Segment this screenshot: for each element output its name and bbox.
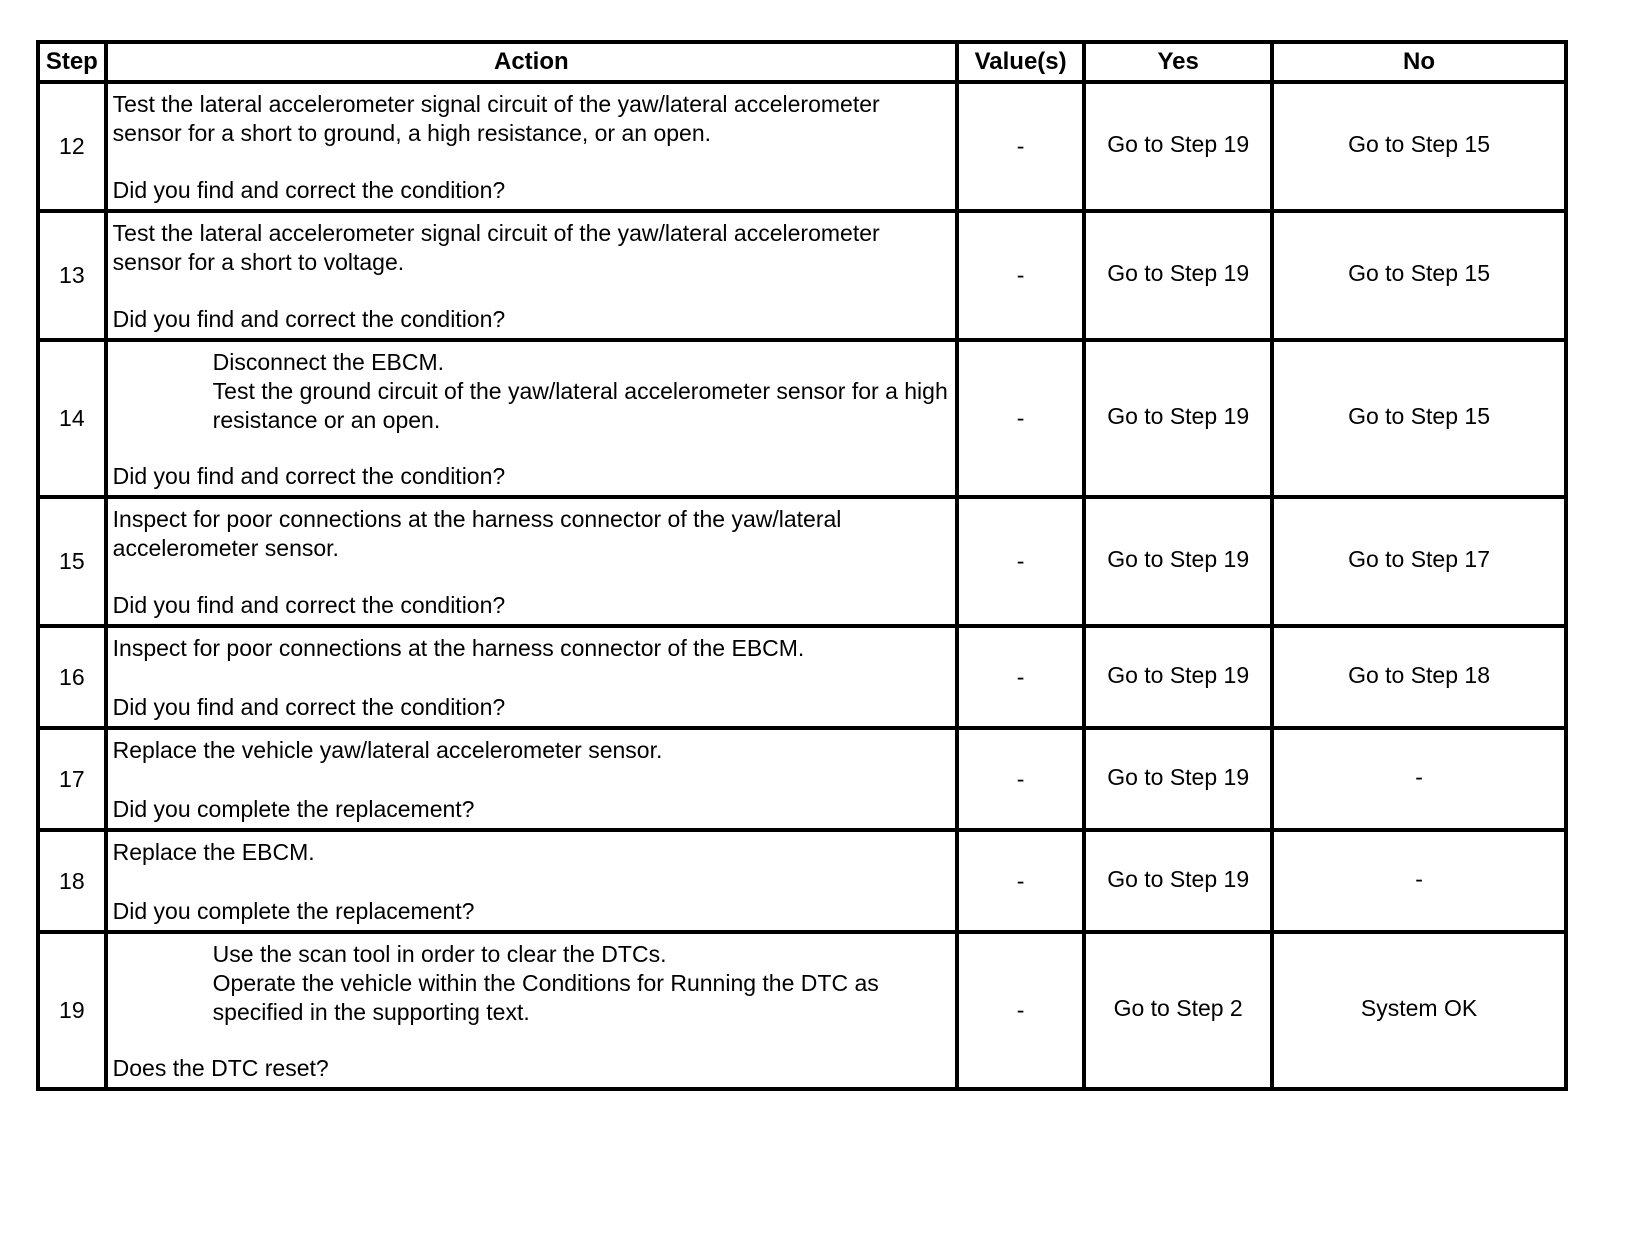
action-cell bbox=[106, 340, 957, 497]
yes-result: Go to Step 19 bbox=[1084, 728, 1272, 830]
action-content bbox=[113, 90, 951, 205]
action-instructions bbox=[113, 219, 951, 277]
instruction-text: Operate the vehicle within the Conditions for Running the DTC as specified in the supporting text. bbox=[212, 970, 879, 1025]
instruction-text: Test the ground circuit of the yaw/lateral accelerometer sensor for a high resistance or an open. bbox=[212, 378, 948, 433]
table-row bbox=[38, 728, 1566, 830]
value-cell: - bbox=[957, 497, 1084, 626]
yes-result: Go to Step 19 bbox=[1084, 830, 1272, 932]
yes-result: Go to Step 19 bbox=[1084, 211, 1272, 340]
table-row bbox=[38, 497, 1566, 626]
action-cell bbox=[106, 82, 957, 211]
no-result: System OK bbox=[1272, 932, 1566, 1089]
value-cell: - bbox=[957, 626, 1084, 728]
question-text: Did you find and correct the condition? bbox=[112, 592, 506, 618]
action-content bbox=[113, 736, 951, 824]
question-text: Did you find and correct the condition? bbox=[112, 694, 506, 720]
no-result: Go to Step 15 bbox=[1272, 340, 1566, 497]
value-cell: - bbox=[957, 340, 1084, 497]
action-cell bbox=[106, 728, 957, 830]
header-no: No bbox=[1272, 42, 1566, 82]
value-cell: - bbox=[957, 211, 1084, 340]
action-cell bbox=[106, 211, 957, 340]
header-row bbox=[38, 42, 1566, 82]
step-number: 13 bbox=[38, 211, 106, 340]
question-text: Did you find and correct the condition? bbox=[112, 177, 506, 203]
instruction-text: Disconnect the EBCM. bbox=[212, 349, 445, 375]
instruction-text: Replace the EBCM. bbox=[112, 839, 315, 865]
value-cell: - bbox=[957, 830, 1084, 932]
instruction-text: Test the lateral accelerometer signal circuit of the yaw/lateral accelerometer sensor for a short to ground, a high resistance, or an open. bbox=[112, 91, 880, 146]
header-step: Step bbox=[38, 42, 106, 82]
action-content bbox=[113, 348, 951, 491]
yes-result: Go to Step 19 bbox=[1084, 626, 1272, 728]
question-text: Did you complete the replacement? bbox=[112, 796, 475, 822]
step-number: 15 bbox=[38, 497, 106, 626]
yes-result: Go to Step 2 bbox=[1084, 932, 1272, 1089]
step-number: 19 bbox=[38, 932, 106, 1089]
yes-result: Go to Step 19 bbox=[1084, 340, 1272, 497]
instruction-text: Use the scan tool in order to clear the DTCs. bbox=[212, 941, 667, 967]
instruction-text: Inspect for poor connections at the harness connector of the yaw/lateral accelerometer sensor. bbox=[112, 506, 842, 561]
step-number: 12 bbox=[38, 82, 106, 211]
action-instructions bbox=[113, 505, 951, 563]
instruction-text: Inspect for poor connections at the harness connector of the EBCM. bbox=[112, 635, 805, 661]
table-row bbox=[38, 932, 1566, 1089]
action-instructions bbox=[113, 348, 951, 435]
question-text: Did you complete the replacement? bbox=[112, 898, 475, 924]
action-instructions bbox=[113, 940, 951, 1027]
action-cell bbox=[106, 626, 957, 728]
action-content bbox=[113, 838, 951, 926]
no-result: - bbox=[1272, 728, 1566, 830]
action-content bbox=[113, 505, 951, 620]
question-text: Did you find and correct the condition? bbox=[112, 306, 506, 332]
action-cell bbox=[106, 932, 957, 1089]
header-yes: Yes bbox=[1084, 42, 1272, 82]
value-cell: - bbox=[957, 82, 1084, 211]
action-content bbox=[113, 634, 951, 722]
table-body bbox=[38, 82, 1566, 1089]
header-action: Action bbox=[106, 42, 957, 82]
instruction-text: Test the lateral accelerometer signal circuit of the yaw/lateral accelerometer sensor for a short to voltage. bbox=[112, 220, 880, 275]
step-number: 14 bbox=[38, 340, 106, 497]
action-instructions bbox=[113, 90, 951, 148]
table-row bbox=[38, 830, 1566, 932]
action-content bbox=[113, 940, 951, 1083]
no-result: Go to Step 15 bbox=[1272, 211, 1566, 340]
no-result: - bbox=[1272, 830, 1566, 932]
instruction-text: Replace the vehicle yaw/lateral accelerometer sensor. bbox=[112, 737, 663, 763]
diagnostic-table bbox=[36, 40, 1568, 1091]
step-number: 16 bbox=[38, 626, 106, 728]
action-instructions bbox=[113, 838, 951, 867]
table-row bbox=[38, 626, 1566, 728]
table-row bbox=[38, 82, 1566, 211]
value-cell: - bbox=[957, 932, 1084, 1089]
step-number: 17 bbox=[38, 728, 106, 830]
table-row bbox=[38, 211, 1566, 340]
step-number: 18 bbox=[38, 830, 106, 932]
header-values: Value(s) bbox=[957, 42, 1084, 82]
action-instructions bbox=[113, 736, 951, 765]
table-row bbox=[38, 340, 1566, 497]
value-cell: - bbox=[957, 728, 1084, 830]
action-cell bbox=[106, 497, 957, 626]
question-text: Did you find and correct the condition? bbox=[112, 463, 506, 489]
yes-result: Go to Step 19 bbox=[1084, 82, 1272, 211]
question-text: Does the DTC reset? bbox=[112, 1055, 329, 1081]
yes-result: Go to Step 19 bbox=[1084, 497, 1272, 626]
action-cell bbox=[106, 830, 957, 932]
no-result: Go to Step 15 bbox=[1272, 82, 1566, 211]
no-result: Go to Step 17 bbox=[1272, 497, 1566, 626]
action-instructions bbox=[113, 634, 951, 663]
no-result: Go to Step 18 bbox=[1272, 626, 1566, 728]
action-content bbox=[113, 219, 951, 334]
